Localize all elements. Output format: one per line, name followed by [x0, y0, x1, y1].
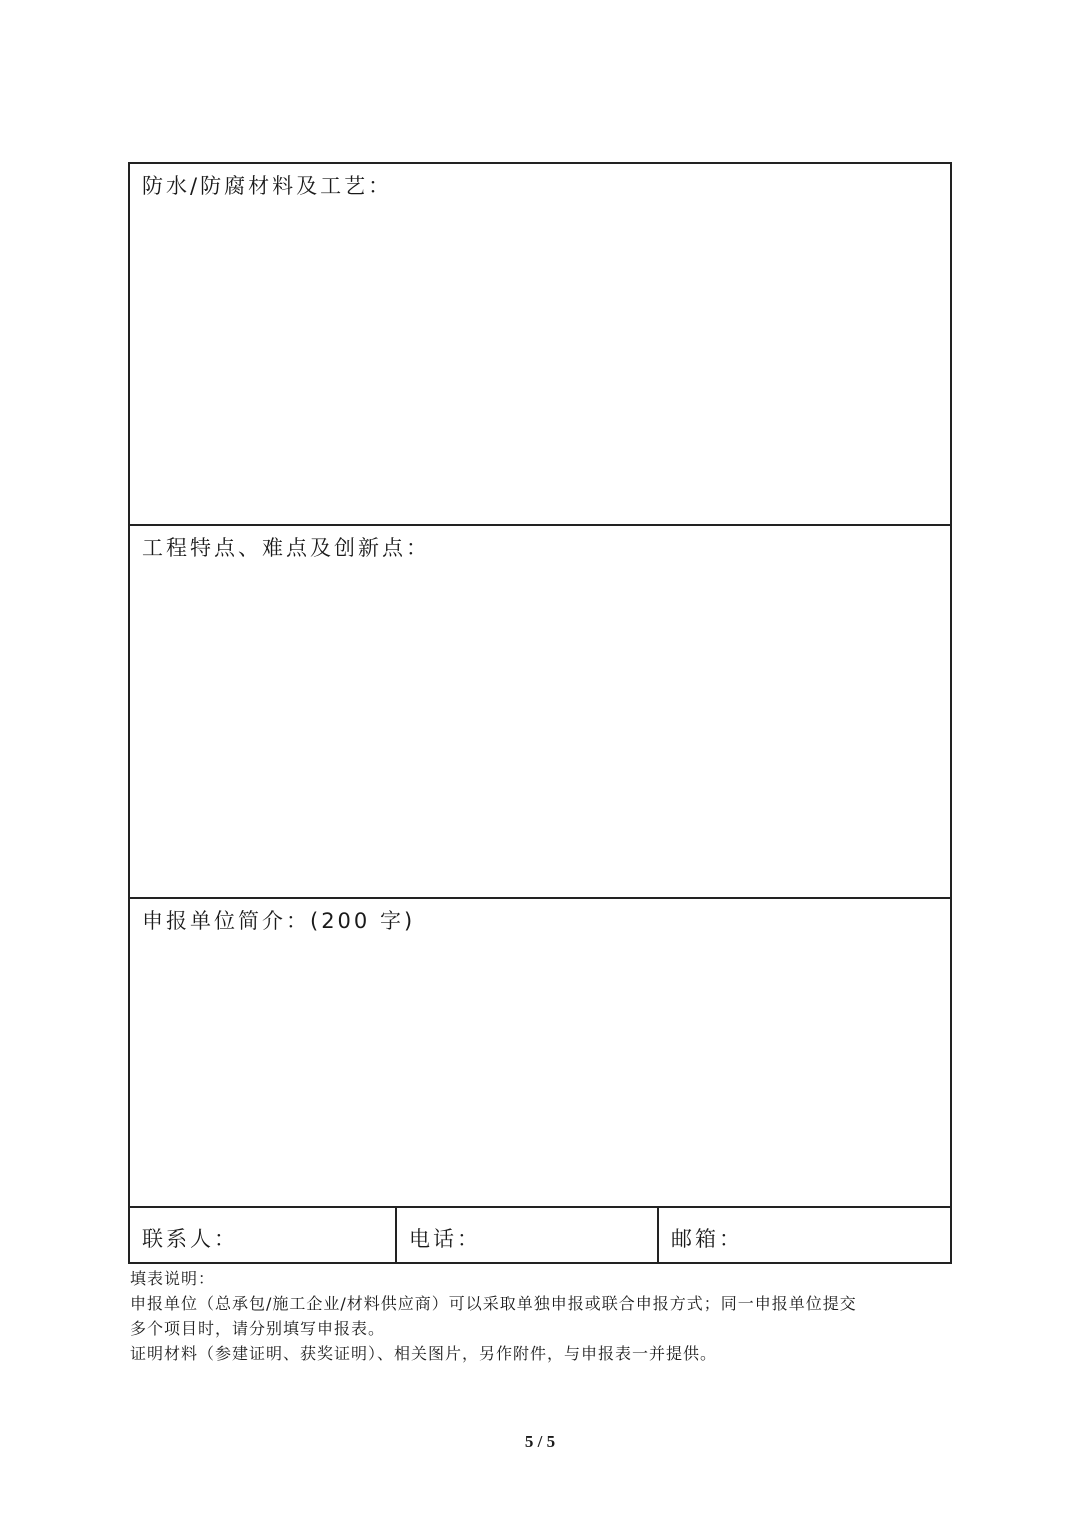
instructions-line-2: 多个项目时，请分别填写申报表。 — [130, 1319, 386, 1338]
instructions-line-3: 证明材料（参建证明、获奖证明）、相关图片，另作附件，与申报表一并提供。 — [130, 1344, 718, 1363]
instructions-line-1: 申报单位（总承包/施工企业/材料供应商）可以采取单独申报或联合申报方式；同一申报单位提交 — [130, 1294, 857, 1313]
contact-row — [130, 1208, 950, 1262]
features-section[interactable] — [130, 526, 950, 899]
contact-person-field[interactable] — [130, 1208, 397, 1262]
materials-section[interactable] — [130, 164, 950, 526]
email-field[interactable] — [659, 1208, 950, 1262]
phone-field[interactable] — [397, 1208, 659, 1262]
intro-label: 申报单位简介：(200 字) — [142, 909, 416, 933]
materials-label: 防水/防腐材料及工艺： — [142, 174, 393, 198]
application-form-table — [128, 162, 952, 1264]
intro-section[interactable] — [130, 899, 950, 1208]
contact-person-label: 联系人： — [142, 1227, 238, 1251]
instructions-title: 填表说明： — [130, 1269, 216, 1288]
email-label: 邮箱： — [671, 1227, 743, 1251]
features-label: 工程特点、难点及创新点： — [142, 536, 430, 560]
filling-instructions — [130, 1266, 960, 1366]
phone-label: 电话： — [409, 1227, 481, 1251]
page-number: 5 / 5 — [524, 1432, 556, 1451]
